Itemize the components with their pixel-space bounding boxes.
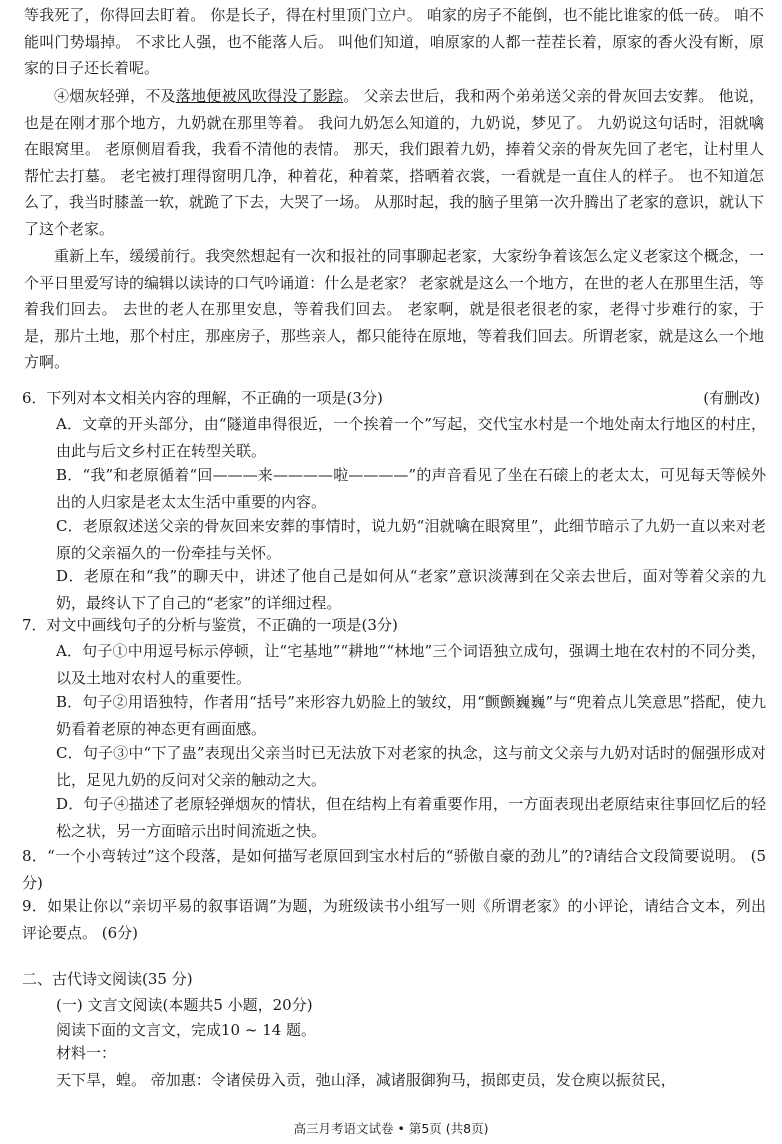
question-7-option-b: B．句子②用语独特，作者用“括号”来形容九奶脸上的皱纹，用“颤颤巍巍”与“兜着点儿笑意思”搭配，使九奶看着老原的神态更有画面感。 bbox=[56, 693, 766, 738]
passage-paragraph-2 bbox=[24, 83, 764, 243]
question-9: 9．如果让你以“亲切平易的叙事语调”为题，为班级读书小组写一则《所谓老家》的小评论，请结合文本，列出评论要点。 (6分) bbox=[22, 897, 766, 942]
question-7-stem: 7．对文中画线句子的分析与鉴赏，不正确的一项是(3分) bbox=[22, 616, 398, 634]
passage-paragraph-1: 等我死了，你得回去盯着。 你是长子，得在村里顶门立户。 咱家的房子不能倒，也不能比谁家的低一砖。 咱不能叫门势塌掉。 不求比人强，也不能落人后。 叫他们知道，咱原家的人都一茬茬长着，原家的香火没有断，原家的日子还长着呢。 bbox=[24, 6, 764, 78]
section-2-subtitle: (一) 文言文阅读(本题共5 小题，20分) bbox=[56, 996, 313, 1014]
section-2-instruction: 阅读下面的文言文，完成10 ~ 14 题。 bbox=[56, 1021, 317, 1039]
question-6-option-a: A．文章的开头部分，由“隧道串得很近，一个挨着一个”写起，交代宝水村是一个地处南太行地区的村庄，由此与后文乡村正在转型关联。 bbox=[56, 415, 766, 460]
question-6-text: 6．下列对本文相关内容的理解，不正确的一项是(3分) bbox=[22, 389, 383, 407]
question-6-option-b: B．“我”和老原循着“回———来————啦————”的声音看见了坐在石磙上的老太太，可见每天等候外出的人归家是老太太生活中重要的内容。 bbox=[56, 466, 766, 511]
question-7-option-a: A．句子①中用逗号标示停顿，让“宅基地”“耕地”“林地”三个词语独立成句，强调土地在农村的不同分类，以及土地对农村人的重要性。 bbox=[56, 642, 766, 687]
question-7-option-c: C．句子③中“下了蛊”表现出父亲当时已无法放下对老家的执念，这与前文父亲与九奶对话时的倔强形成对比，足见九奶的反问对父亲的触动之大。 bbox=[56, 744, 766, 789]
question-6-stem bbox=[22, 387, 766, 409]
question-7-option-d: D．句子④描述了老原轻弹烟灰的情状，但在结构上有着重要作用，一方面表现出老原结束往事回忆后的轻松之状，另一方面暗示出时间流逝之快。 bbox=[56, 795, 766, 840]
question-8: 8．“一个小弯转过”这个段落，是如何描写老原回到宝水村后的“骄傲自豪的劲儿”的?请结合文段简要说明。 (5分) bbox=[22, 847, 766, 892]
section-2-title: 二、古代诗文阅读(35 分) bbox=[22, 970, 193, 988]
question-6-note: (有删改) bbox=[703, 389, 760, 407]
passage-paragraph-3: 重新上车，缓缓前行。我突然想起有一次和报社的同事聊起老家，大家纷争着该怎么定义老家这个概念，一个平日里爱写诗的编辑以读诗的口气吟诵道：什么是老家？ 老家就是这么一个地方，在世的老人在那里生活，等着我们回去。 去世的老人在那里安息，等着我们回去。 老家啊，就是很老很老的家，老得寸步难行的家，于是，那片土地，那个村庄，那座房子，那些亲人，都只能待在原地，等着我们回去。所谓老家，就是这么一个地方啊。 bbox=[24, 247, 764, 372]
paragraph-2-start: ④烟灰轻弹，不及 bbox=[54, 87, 176, 105]
question-6-option-d: D．老原在和“我”的聊天中，讲述了他自己是如何从“老家”意识淡薄到在父亲去世后，面对等着父亲的九奶，最终认下了自己的“老家”的详细过程。 bbox=[56, 567, 766, 612]
material-label: 材料一： bbox=[56, 1044, 117, 1062]
paragraph-2-rest: 。 父亲去世后，我和两个弟弟送父亲的骨灰回去安葬。 他说，也是在刚才那个地方，九奶就在那里等着。 我问九奶怎么知道的，九奶说，梦见了。 九奶说这句话时，泪就噙在眼窝里。 老原侧眉看我，我看不清他的表情。 那天，我们跟着九奶，捧着父亲的骨灰先回了老宅，让村里人帮忙去打墓。 老宅被打理得窗明几净，种着花，种着菜，搭晒着衣裳，一看就是一直住人的样子。 也不知道怎么了，我当时膝盖一软，就跪了下去，大哭了一场。 从那时起，我的脑子里第一次升腾出了老家的意识，就认下了这个老家。 bbox=[24, 87, 764, 238]
classical-text: 天下旱，蝗。 帝加惠：令诸侯毋入贡，弛山泽，减诸服御狗马，损郎吏员，发仓庾以振贫民， bbox=[56, 1071, 676, 1089]
underlined-sentence-4: 落地便被风吹得没了影踪 bbox=[175, 87, 344, 105]
page-footer: 高三月考语文试卷 • 第5页 (共8页) bbox=[293, 1121, 489, 1136]
question-6-option-c: C．老原叙述送父亲的骨灰回来安葬的事情时，说九奶“泪就噙在眼窝里”，此细节暗示了九奶一直以来对老原的父亲福久的一份牵挂与关怀。 bbox=[56, 517, 766, 562]
